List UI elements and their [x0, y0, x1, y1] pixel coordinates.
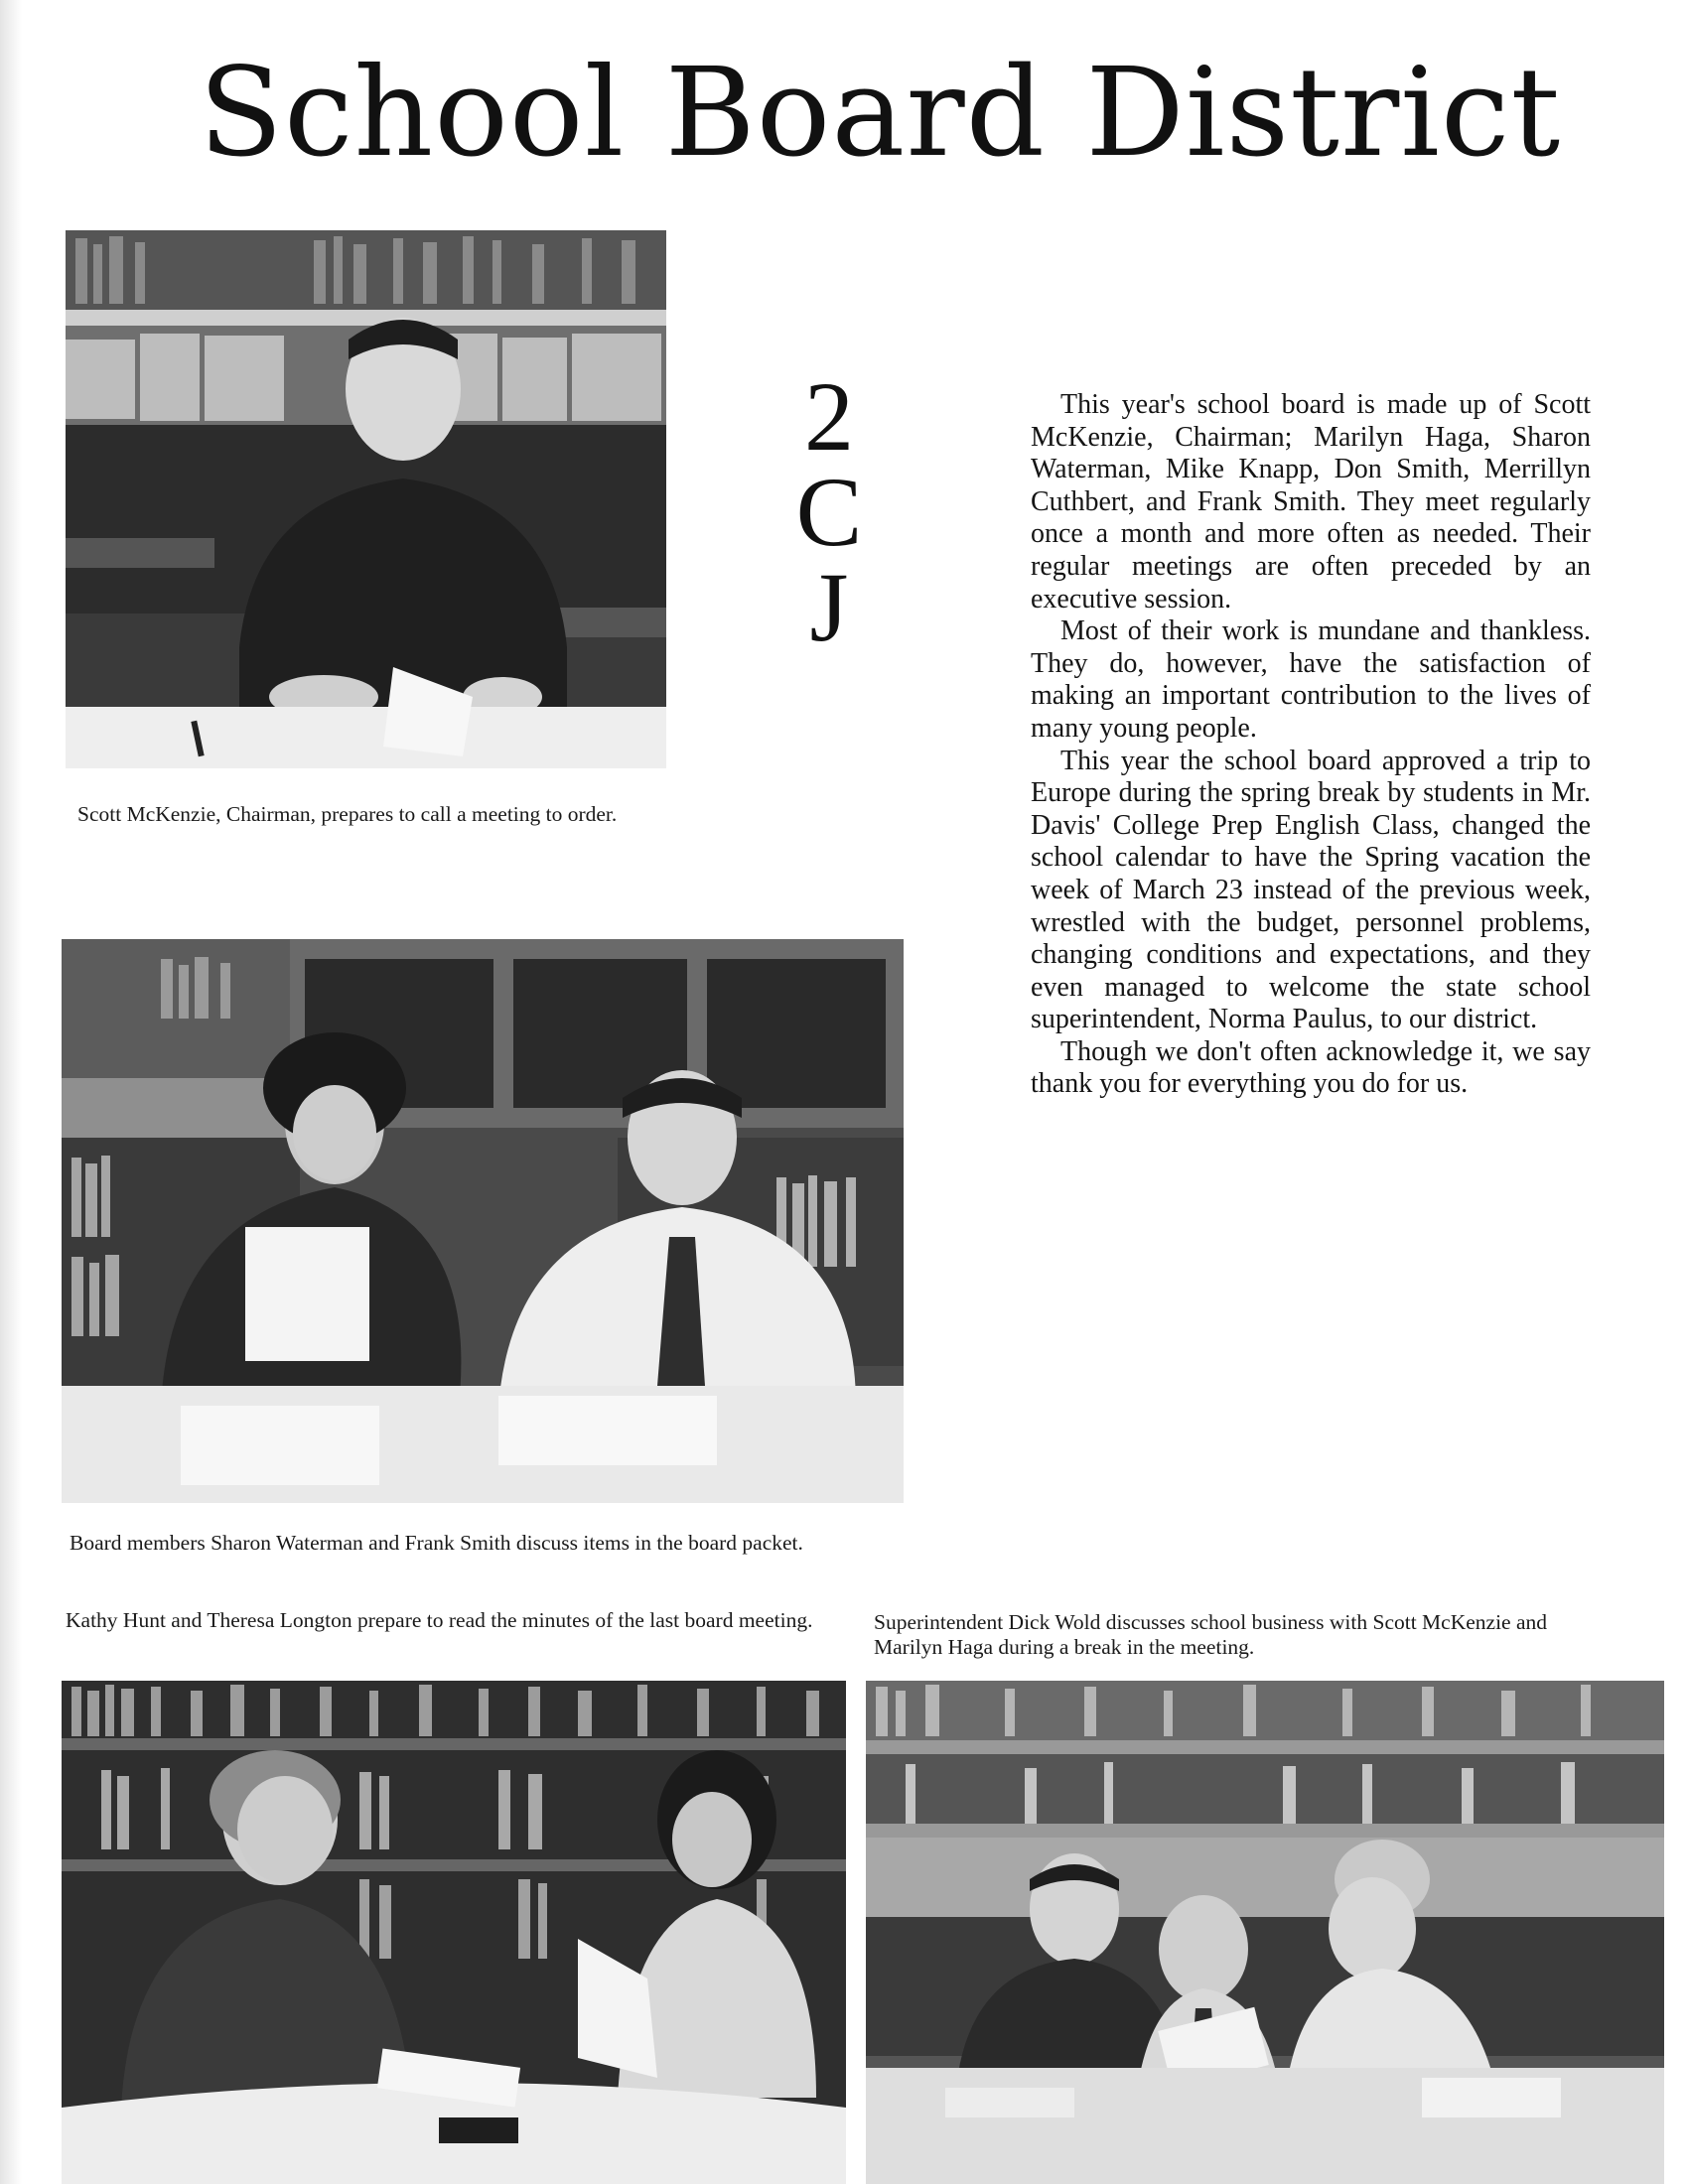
- photo-superintendent: [866, 1681, 1664, 2184]
- page-edge-shadow: [0, 0, 22, 2184]
- article-paragraph: Most of their work is mundane and thankless. They do, however, have the satisfaction of making an important contribution to the lives of many young people.: [1031, 615, 1591, 744]
- photo-minutes: [62, 1681, 846, 2184]
- district-code-char: J: [809, 552, 849, 662]
- district-code-char: C: [795, 457, 863, 567]
- photo-chairman: [66, 230, 666, 768]
- article-paragraph: This year the school board approved a trip to Europe during the spring break by students in Mr. Davis' College Prep English Class, changed the school calendar to have the Spring vacation the week of March 23 instead of the previous week, wrestled with the budget, personnel problems, changing conditions and expectations, and they even managed to welcome the state school superintendent, Norma Paulus, to our district.: [1031, 745, 1591, 1035]
- caption-minutes: Kathy Hunt and Theresa Longton prepare to read the minutes of the last board meeting.: [66, 1608, 813, 1632]
- district-code: [784, 361, 874, 662]
- caption-board-members: Board members Sharon Waterman and Frank Smith discuss items in the board packet.: [70, 1531, 803, 1555]
- article-paragraph: Though we don't often acknowledge it, we say thank you for everything you do for us.: [1031, 1035, 1591, 1100]
- caption-chairman: Scott McKenzie, Chairman, prepares to call a meeting to order.: [77, 802, 618, 826]
- caption-superintendent: Superintendent Dick Wold discusses school business with Scott McKenzie and Marilyn Haga during a break in the meeting.: [874, 1610, 1548, 1659]
- photo-board-members: [62, 939, 904, 1503]
- district-code-char: 2: [804, 361, 854, 472]
- article-paragraph: This year's school board is made up of Scott McKenzie, Chairman; Marilyn Haga, Sharon Waterman, Mike Knapp, Don Smith, Merrillyn Cuthbert, and Frank Smith. They meet regularly once a month and more often as needed. Their regular meetings are often preceded by an executive session.: [1031, 389, 1591, 614]
- article-body: [1031, 389, 1591, 1101]
- page-title: School Board District: [199, 42, 1562, 185]
